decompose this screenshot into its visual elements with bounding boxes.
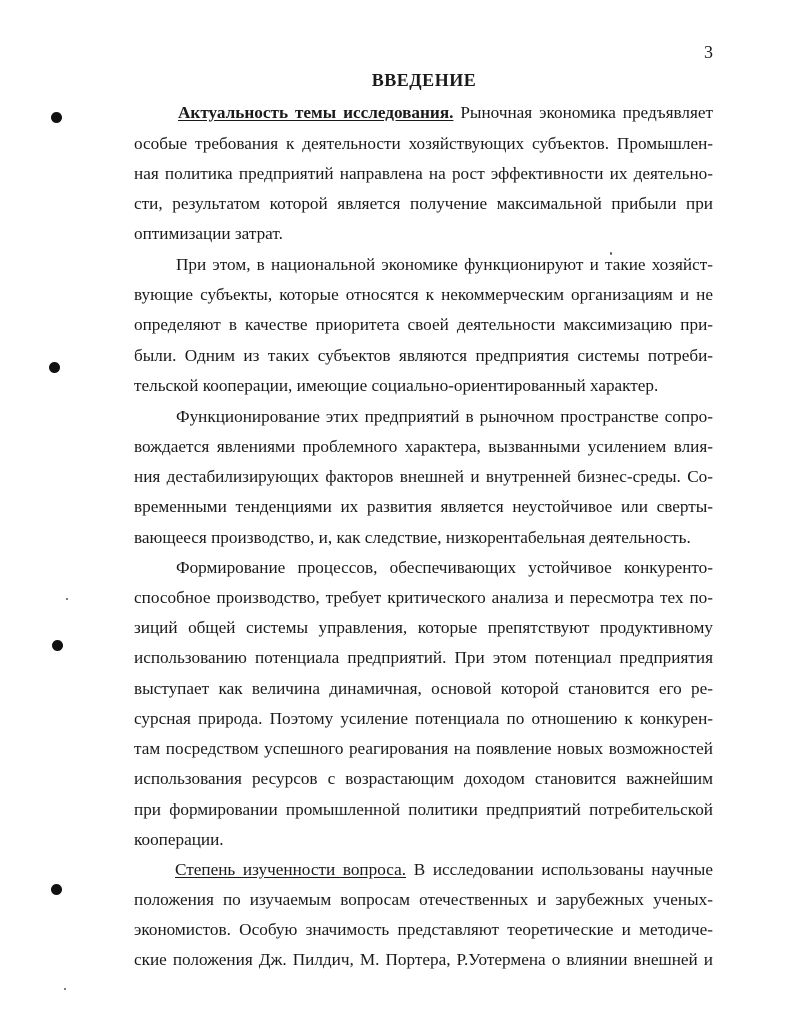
paragraph-5-line-2: положения по изучаемым вопросам отечественных и зарубежных ученых- [134, 890, 713, 909]
paragraph-3-line-1: Функционирование этих предприятий в рыночном пространстве сопро- [176, 407, 713, 426]
punch-hole-4 [51, 884, 62, 895]
paragraph-1-line-1 [178, 103, 713, 123]
paragraph-5-line-3: экономистов. Особую значимость представляют теоретические и методиче- [134, 920, 713, 939]
paragraph-1-line-1-rest: Рыночная экономика предъявляет [453, 103, 713, 122]
paragraph-4-line-2: способное производство, требует критического анализа и пересмотра тех по- [134, 588, 713, 607]
paragraph-3-line-4: временными тенденциями их развития является неустойчивое или сверты- [134, 497, 713, 516]
paragraph-4-line-10: кооперации. [134, 830, 224, 849]
paragraph-4-line-5: выступает как величина динамичная, основой которой становится его ре- [134, 679, 713, 698]
paragraph-2-line-3: определяют в качестве приоритета своей деятельности максимизацию при- [134, 315, 713, 334]
page-title: ВВЕДЕНИЕ [371, 70, 477, 90]
paragraph-1-line-4: сти, результатом которой является получение максимальной прибыли при [134, 194, 713, 213]
paragraph-4-line-6: сурсная природа. Поэтому усиление потенциала по отношению к конкурен- [134, 709, 713, 728]
paragraph-1-line-3: ная политика предприятий направлена на рост эффективности их деятельно- [134, 164, 713, 183]
paragraph-5-line-1-rest: В исследовании использованы научные [406, 860, 713, 879]
scan-speck [66, 598, 68, 600]
punch-hole-3 [52, 640, 63, 651]
paragraph-4-line-8: использования ресурсов с возрастающим доходом становится важнейшим [134, 769, 713, 788]
paragraph-4-line-4: использованию потенциала предприятий. При этом потенциал предприятия [134, 648, 713, 667]
paragraph-4-line-9: при формировании промышленной политики предприятий потребительской [134, 800, 713, 819]
paragraph-1-line-5: оптимизации затрат. [134, 224, 283, 243]
paragraph-2-line-5: тельской кооперации, имеющие социально-ориентированный характер. [134, 376, 659, 395]
paragraph-5-line-4: ские положения Дж. Пилдич, М. Портера, Р.Уотермена о влиянии внешней и [134, 950, 713, 969]
paragraph-4-line-1: Формирование процессов, обеспечивающих устойчивое конкуренто- [176, 558, 713, 577]
scan-speck [64, 988, 66, 990]
paragraph-4-line-7: там посредством успешного реагирования на появление новых возможностей [134, 739, 713, 758]
paragraph-5-line-1 [175, 860, 713, 880]
paragraph-1-line-2: особые требования к деятельности хозяйствующих субъектов. Промышлен- [134, 134, 713, 153]
scan-speck [610, 252, 612, 255]
paragraph-4-line-3: зиций общей системы управления, которые препятствуют продуктивному [134, 618, 713, 637]
section-heading-degree-of-study: Степень изученности вопроса. [175, 860, 407, 879]
punch-hole-2 [49, 362, 60, 373]
paragraph-2-line-4: были. Одним из таких субъектов являются предприятия системы потреби- [134, 346, 713, 365]
punch-hole-1 [51, 112, 62, 123]
paragraph-2-line-1: При этом, в национальной экономике функционируют и такие хозяйст- [176, 255, 713, 274]
paragraph-2-line-2: вующие субъекты, которые относятся к некоммерческим организациям и не [134, 285, 713, 304]
page-number: 3 [704, 42, 713, 62]
paragraph-3-line-5: вающееся производство, и, как следствие, низкорентабельная деятельность. [134, 528, 691, 547]
paragraph-3-line-2: вождается явлениями проблемного характера, вызванными усилением влия- [134, 437, 713, 456]
paragraph-3-line-3: ния дестабилизирующих факторов внешней и внутренней бизнес-среды. Со- [134, 467, 713, 486]
section-heading-relevance: Актуальность темы исследования. [178, 103, 454, 122]
